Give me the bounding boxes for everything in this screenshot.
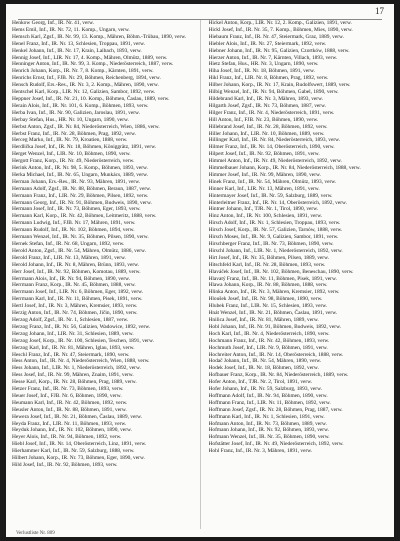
casualty-entry: Hewera Josef, Inf., IR. Nr. 21, Böhmen, Časlau, 1889, verw. (12, 413, 143, 420)
casualty-entry: Hlawa Johann, Korp., IR. Nr. 88, Böhmen, 1888, verw. (208, 282, 328, 289)
casualty-entry: Hinner Karl, Inf., LIR. Nr. 13, Mähren, 1891, verw. (208, 185, 320, 192)
right-column (209, 20, 389, 529)
casualty-entry: Himmelbauer Johann, Korp., IR. Nr. 84, Niederösterreich, 1888, verw. (208, 165, 361, 172)
casualty-entry: Henrichs Ernst, Inf., FJB. Nr. 29, Böhmen, Reichenberg, 1894, verw. (12, 75, 161, 82)
casualty-entry: Herbay Stefan, Hus., HR. Nr. 10, Ungarn, 1890, verw. (12, 116, 129, 123)
columns (12, 20, 388, 529)
casualty-entry: Hermann Ludwig, Inf., FJB. Nr. 17, Mähren, 1891, verw. (12, 220, 136, 227)
casualty-entry: Hess Johann, Inf., LIR. Nr. 1, Niederösterreich, 1892, verw. (12, 365, 141, 372)
casualty-entry: Hierhammer Karl, Inf., IR. Nr. 59, Salzburg, 1888, verw. (12, 448, 135, 455)
casualty-entry: Herdlička Josef, Inf., IR. Nr. 18, Böhmen, Königgrätz, 1891, verw. (12, 144, 157, 151)
casualty-entry: Hermann Adolf, Zgsf., IR. Nr. 88, Böhmen, Beraun, 1887, verw. (12, 185, 152, 192)
casualty-entry: Hirsch Adolf, Inf., IR. Nr. 1, Schlesien, Troppau, 1893, verw. (208, 220, 341, 227)
casualty-entry: Herr Josef, Inf., IR. Nr. 92, Böhmen, Komotau, 1889, verw. (12, 268, 141, 275)
casualty-entry: Hnilica Josef, Inf., IR. Nr. 81, Mähren, 1889, verw. (208, 316, 319, 323)
casualty-entry: Hild Josef, Inf., IR. Nr. 92, Böhmen, 1893, verw. (12, 462, 118, 468)
casualty-entry: Herrmann Franz, Korp., IR. Nr. 45, Böhmen, 1888, verw. (12, 282, 136, 289)
casualty-entry: Hietz Stefan, Hus., HR. Nr. 3, Ungarn, 1890, verw. (208, 61, 319, 68)
casualty-entry: Herold Franz, Inf., LIR. Nr. 13, Mähren, 1891, verw. (12, 254, 126, 261)
casualty-entry: Herrmann Josef, Inf., LIR. Nr. 6, Böhmen, Eger, 1892, verw. (12, 289, 144, 296)
casualty-entry: Hiebler Alois, Inf., IR. Nr. 27, Steiermark, 1892, verw. (208, 40, 327, 47)
casualty-entry: Hinek Franz, Inf., IR. Nr. 54, Mähren, Olmütz, 1893, verw. (208, 178, 337, 185)
casualty-entry: Hirt Josef, Inf., IR. Nr. 35, Böhmen, Pilsen, 1889, verw. (208, 254, 329, 261)
casualty-entry: Hinterleitner Franz, Inf., IR. Nr. 14, Oberösterreich, 1892, verw. (208, 199, 347, 206)
casualty-entry: Hillebrand Josef, Inf., IR. Nr. 28, Böhmen, 1892, verw. (208, 123, 328, 130)
casualty-entry: Hintner Johann, Inf., TJR. Nr. 1, Tirol, 1890, verw. (208, 206, 319, 213)
page-footer: Verlustliste Nr. 809 (16, 531, 55, 536)
casualty-entry: Hintermayer Josef, Inf., IR. Nr. 59, Salzburg, 1889, verw. (208, 192, 333, 199)
casualty-entry: Heyduk Johann, Inf., IR. Nr. 102, Böhmen, 1890, verw. (12, 427, 132, 434)
casualty-entry: Hofer Anton, Inf., TJR. Nr. 2, Tirol, 1891, verw. (208, 379, 313, 386)
casualty-entry: Hobl Johann, Inf., IR. Nr. 91, Böhmen, Budweis, 1892, verw. (208, 323, 341, 330)
casualty-entry: Hohl Franz, Inf., IR. Nr. 3, Mähren, 1891, verw. (208, 448, 313, 455)
casualty-entry: Hochmuth Josef, Inf., LIR. Nr. 9, Böhmen, 1891, verw. (208, 344, 328, 351)
casualty-entry: Henel Franz, Inf., IR. Nr. 13, Schlesien, Troppau, 1891, verw. (12, 40, 146, 47)
casualty-entry: Herceg Marko, Inf., IR. Nr. 79, Kroatien, 1888, verw. (12, 137, 128, 144)
casualty-entry: Herbst Anton, Zgsf., IR. Nr. 84, Niederösterreich, Wien, 1886, verw. (12, 123, 160, 130)
casualty-entry: Himmel Anton, Inf., IR. Nr. 49, Niederösterreich, 1892, verw. (208, 158, 342, 165)
casualty-entry: Heusler Anton, Inf., IR. Nr. 88, Böhmen, 1891, verw. (12, 406, 127, 413)
casualty-entry: Hilpert Josef, Inf., IR. Nr. 92, Böhmen, 1891, verw. (208, 151, 320, 158)
casualty-entry: Hloušek Josef, Inf., IR. Nr. 98, Böhmen, 1890, verw. (208, 296, 323, 303)
casualty-entry: Heyer Alois, Inf., IR. Nr. 94, Böhmen, 1892, verw. (12, 434, 122, 441)
page-header (14, 6, 386, 20)
casualty-entry: Herba Ivan, Inf., IR. Nr. 90, Galizien, Jaroslau, 1891, verw. (12, 109, 140, 116)
casualty-entry: Hilgarth Josef, Zgsf., IR. Nr. 73, Böhmen, 1887, verw. (208, 102, 326, 109)
casualty-entry: Hnát Wenzel, Inf., IR. Nr. 21, Böhmen, Časlau, 1891, verw. (208, 310, 338, 317)
casualty-entry: Hofer Johann, Inf., IR. Nr. 59, Salzburg, 1893, verw. (208, 386, 322, 393)
casualty-entry: Herzog Josef, Korp., IR. Nr. 100, Schlesien, Teschen, 1891, verw. (12, 337, 154, 344)
casualty-entry: Hochmann Franz, Inf., IR. Nr. 42, Böhmen, 1893, verw. (208, 337, 330, 344)
casualty-entry: Hlavatý Franz, Inf., IR. Nr. 11, Böhmen, Pisek, 1891, verw. (208, 275, 337, 282)
casualty-entry: Herold Johann, Inf., IR. Nr. 8, Mähren, Brünn, 1893, verw. (12, 261, 140, 268)
casualty-entry: Hofmann Wenzel, Inf., IR. Nr. 35, Böhmen, 1890, verw. (208, 434, 330, 441)
casualty-entry: Hilger Franz, Inf., IR. Nr. 4, Niederösterreich, 1891, verw. (208, 109, 335, 116)
casualty-entry: Hlaváček Josef, Inf., IR. Nr. 102, Böhmen, Beneschau, 1890, verw. (208, 268, 354, 275)
casualty-entry: Hergott Franz, Korp., IR. Nr. 49, Niederösterreich, verw. (12, 158, 135, 165)
casualty-entry: Hitschfeld Karl, Inf., IR. Nr. 28, Böhmen, 1893, verw. (208, 261, 326, 268)
column-divider (200, 20, 201, 529)
casualty-entry: Herman Johann, Ers.-Res., IR. Nr. 93, Mähren, 1891, verw. (12, 178, 141, 185)
casualty-entry: Herbst Franz, Inf., IR. Nr. 28, Böhmen, Prag, 1892, verw. (12, 130, 137, 137)
casualty-entry: Himmer Josef, Inf., IR. Nr. 99, Mähren, 1890, verw. (208, 171, 321, 178)
casualty-entry: Heuer Josef, Inf., FJB. Nr. 6, Böhmen, 1890, verw. (12, 392, 122, 399)
casualty-entry: Herink Anton, Inf., IR. Nr. 98, 5. Komp., Böhmen, 1893, verw. (12, 165, 148, 172)
casualty-entry: Hermann Rudolf, Inf., IR. Nr. 102, Böhmen, 1894, verw. (12, 227, 135, 234)
left-column (12, 20, 192, 529)
casualty-entry: Hess Anton, Inf., IR. Nr. 4, Niederösterreich, Wien, 1888, verw. (12, 358, 150, 365)
casualty-entry: Hermann Franz, Inf., LIR. Nr. 29, Böhmen, Pilsen, 1892, verw. (12, 192, 149, 199)
casualty-entry: Herrmann Karl, Inf., IR. Nr. 11, Böhmen, Pisek, 1891, verw. (12, 296, 143, 303)
casualty-entry: Hemsch Karl, Zgsf., IR. Nr. 99, 13. Komp., Mähren, Böhm.-Trübau, 1890, verw. (12, 33, 187, 40)
casualty-entry: Hiebl Josef, Inf., IR. Nr. 14, Oberösterreich, Linz, 1891, verw. (12, 441, 147, 448)
casualty-entry: Hiebaum Franz, Inf., IR. Nr. 47, Steiermark, Graz, 1889, verw. (208, 33, 344, 40)
casualty-entry: Hochreiter Anton, Inf., IR. Nr. 14, Oberösterreich, 1888, verw. (208, 351, 344, 358)
casualty-entry: Henkow Georg, Inf., IR. Nr. 41, verw. (12, 20, 95, 26)
casualty-entry: Herzog Johann, Inf., LIR. Nr. 31, Schlesien, 1889, verw. (12, 330, 134, 337)
casualty-entry: Hillinger Karl, Inf., IR. Nr. 84, Niederösterreich, 1893, verw. (208, 137, 341, 144)
casualty-entry: Hiller Johann, Inf., LIR. Nr. 10, Böhmen, 1889, verw. (208, 130, 325, 137)
casualty-entry: Hiha Josef, Inf., IR. Nr. 18, Böhmen, 1891, verw. (208, 68, 315, 75)
casualty-entry: Hilbig Wenzel, Inf., IR. Nr. 94, Böhmen, Gabel, 1890, verw. (208, 89, 339, 96)
casualty-entry: Herka Michael, Inf., IR. Nr. 65, Ungarn, Munkács, 1889, verw. (12, 171, 149, 178)
casualty-entry: Hermann Georg, Inf., IR. Nr. 91, Böhmen, Budweis, 1890, verw. (12, 199, 152, 206)
casualty-entry: Hoffmann Franz, Inf., LIR. Nr. 11, Böhmen, 1892, verw. (208, 399, 331, 406)
casualty-entry: Hofstätter Josef, Inf., IR. Nr. 49, Niederösterreich, 1892, verw. (208, 441, 344, 448)
page-number: 17 (375, 6, 384, 16)
casualty-entry: Hems Emil, Inf., IR. Nr. 72, 11. Komp., Ungarn, verw. (12, 26, 130, 33)
casualty-entry: Hoffmann Adolf, Inf., IR. Nr. 94, Böhmen, 1890, verw. (208, 392, 328, 399)
casualty-entry: Hermann Wenzel, Inf., IR. Nr. 35, Böhmen, Pilsen, 1890, verw. (12, 234, 149, 241)
casualty-entry: Heppner Josef, Inf., IR. Nr. 21, 10. Komp., Böhmen, Časlau, 1889, verw. (12, 95, 170, 102)
casualty-entry: Hildebrand Karl, Inf., IR. Nr. 3, Mähren, 1893, verw. (208, 95, 323, 102)
casualty-entry: Hikl Franz, Inf., LIR. Nr. 8, Böhmen, Prag, 1892, verw. (208, 75, 329, 82)
casualty-entry: Hickl Josef, Inf., IR. Nr. 35, 7. Komp., Böhmen, Mies, 1890, verw. (208, 26, 353, 33)
casualty-entry: Hirschberger Franz, Inf., IR. Nr. 73, Böhmen, 1890, verw. (208, 241, 334, 247)
casualty-entry: Henkel Johann, Inf., IR. Nr. 17, Krain, Laibach, 1893, verw. (12, 47, 142, 54)
casualty-entry: Hesse Karl, Korp., IR. Nr. 28, Böhmen, Prag, 1889, verw. (12, 379, 137, 386)
casualty-entry: Hirsch Josef, Korp., IR. Nr. 57, Galizien, Tarnów, 1888, verw. (208, 227, 343, 234)
casualty-entry: Heschl Franz, Inf., IR. Nr. 47, Steiermark, 1890, verw. (12, 351, 130, 358)
casualty-entry: Hermann Josef, Inf., IR. Nr. 73, Böhmen, Eger, 1893, verw. (12, 206, 141, 213)
casualty-entry: Hess Josef, Inf., IR. Nr. 99, Mähren, Znaim, 1891, verw. (12, 372, 134, 379)
casualty-entry: Hoffmann Josef, Zgsf., IR. Nr. 28, Böhmen, Prag, 1887, verw. (208, 406, 343, 413)
casualty-entry: Hiebner Johann, Inf., IR. Nr. 95, Galizien, Czortków, 1888, verw. (208, 47, 350, 54)
casualty-entry: Hoch Karl, Inf., IR. Nr. 4, Niederösterreich, 1890, verw. (208, 330, 330, 337)
casualty-entry: Herzog Karl, Inf., IR. Nr. 81, Mähren, Iglau, 1893, verw. (12, 344, 135, 351)
casualty-entry: Herzig Anton, Inf., IR. Nr. 74, Böhmen, Jičin, 1890, verw. (12, 310, 138, 317)
casualty-entry: Herold Anton, Zgsf., IR. Nr. 54, Mähren, Olmütz, 1886, verw. (12, 247, 146, 254)
casualty-entry: Hennig Josef, Inf., LIR. Nr. 17, 4. Komp., Mähren, Olmütz, 1889, verw. (12, 54, 168, 61)
casualty-entry: Hickel Anton, Korp., LIR. Nr. 12, 2. Komp., Galizien, 1891, verw. (208, 20, 352, 26)
casualty-entry: Hirsch Moses, Inf., IR. Nr. 9, Galizien, Sambor, 1891, verw. (208, 234, 339, 241)
casualty-entry: Hetzer Franz, Inf., IR. Nr. 73, Böhmen, 1893, verw. (12, 386, 124, 393)
casualty-entry: Henninger Anton, Inf., IR. Nr. 99, 3. Komp., Niederösterreich, 1887, verw. (12, 61, 174, 68)
casualty-entry: Hilbert Johann, Korp., IR. Nr. 73, Böhmen, Eger, 1890, verw. (12, 455, 145, 462)
casualty-entry: Hofmann Johann, Inf., IR. Nr. 92, Böhmen, 1893, verw. (208, 427, 329, 434)
casualty-entry: Herrmann Alois, Inf., IR. Nr. 94, Böhmen, 1890, verw. (12, 275, 131, 282)
casualty-entry: Herzog Adolf, Zgsf., IR. Nr. 1, Schlesien, 1887, verw. (12, 316, 129, 323)
casualty-entry: Hoffmann Karl, Inf., IR. Nr. 1, Schlesien, 1891, verw. (208, 413, 325, 420)
casualty-entry: Hierzer Anton, Inf., IR. Nr. 7, Kärnten, Villach, 1893, verw. (208, 54, 338, 61)
casualty-entry: Henrich Johann, Korp., IR. Nr. 7, 8. Komp., Kärnten, 1891, verw. (12, 68, 154, 75)
casualty-entry: Hodek Josef, Inf., IR. Nr. 18, Böhmen, 1892, verw. (208, 365, 319, 372)
casualty-entry: Hilmer Franz, Inf., IR. Nr. 14, Oberösterreich, 1890, verw. (208, 144, 335, 151)
casualty-entry: Hensch Rudolf, Ers.-Res., IR. Nr. 3, 2. Komp., Mähren, 1890, verw. (12, 82, 159, 89)
casualty-entry: Hofbauer Franz, Korp., IR. Nr. 84, Niederösterreich, 1889, verw. (208, 372, 349, 379)
casualty-entry: Hlubek Franz, Inf., LIR. Nr. 15, Schlesien, 1893, verw. (208, 303, 328, 310)
casualty-entry: Heumann Karl, Inf., IR. Nr. 42, Böhmen, 1892, verw. (12, 399, 128, 406)
casualty-entry: Hill Anton, Inf., FJB. Nr. 23, Böhmen, 1890, verw. (208, 116, 319, 123)
casualty-entry: Heyda Franz, Inf., LIR. Nr. 11, Böhmen, 1893, verw. (12, 420, 127, 427)
casualty-entry: Hofmann Anton, Inf., IR. Nr. 73, Böhmen, 1889, verw. (208, 420, 327, 427)
casualty-entry: Hodač Johann, Inf., IR. Nr. 54, Mähren, 1890, verw. (208, 358, 322, 365)
casualty-entry: Hilber Johann, Korp., IR. Nr. 17, Krain, Rudolfswert, 1889, verw. (208, 82, 351, 89)
casualty-entry: Herget Wenzel, Inf., LIR. Nr. 10, Böhmen, 1890, verw. (12, 151, 131, 158)
casualty-entry: Herain Alois, Inf., IR. Nr. 101, 6. Komp., Böhmen, 1893, verw. (12, 102, 149, 109)
casualty-entry: Hertl Josef, Inf., IR. Nr. 3, Mähren, Kremsier, 1893, verw. (12, 303, 138, 310)
casualty-entry: Herzog Franz, Inf., IR. Nr. 56, Galizien, Wadowice, 1892, verw. (12, 323, 151, 330)
casualty-entry: Hinz Anton, Inf., IR. Nr. 100, Schlesien, 1891, verw. (208, 213, 323, 220)
casualty-entry: Hentschel Karl, Korp., LIR. Nr. 12, Galizien, Sambor, 1892, verw. (12, 89, 156, 96)
document-page (6, 4, 394, 537)
casualty-entry: Hirschl Johann, Inf., LIR. Nr. 1, Niederösterreich, 1892, verw. (208, 247, 343, 254)
casualty-entry: Hermann Karl, Korp., IR. Nr. 42, Böhmen, Leitmeritz, 1888, verw. (12, 213, 157, 220)
casualty-entry: Hlinka Anton, Inf., IR. Nr. 3, Mähren, Kremsier, 1892, verw. (208, 289, 340, 296)
casualty-entry: Hernek Stefan, Inf., IR. Nr. 68, Ungarn, 1892, verw. (12, 241, 125, 247)
